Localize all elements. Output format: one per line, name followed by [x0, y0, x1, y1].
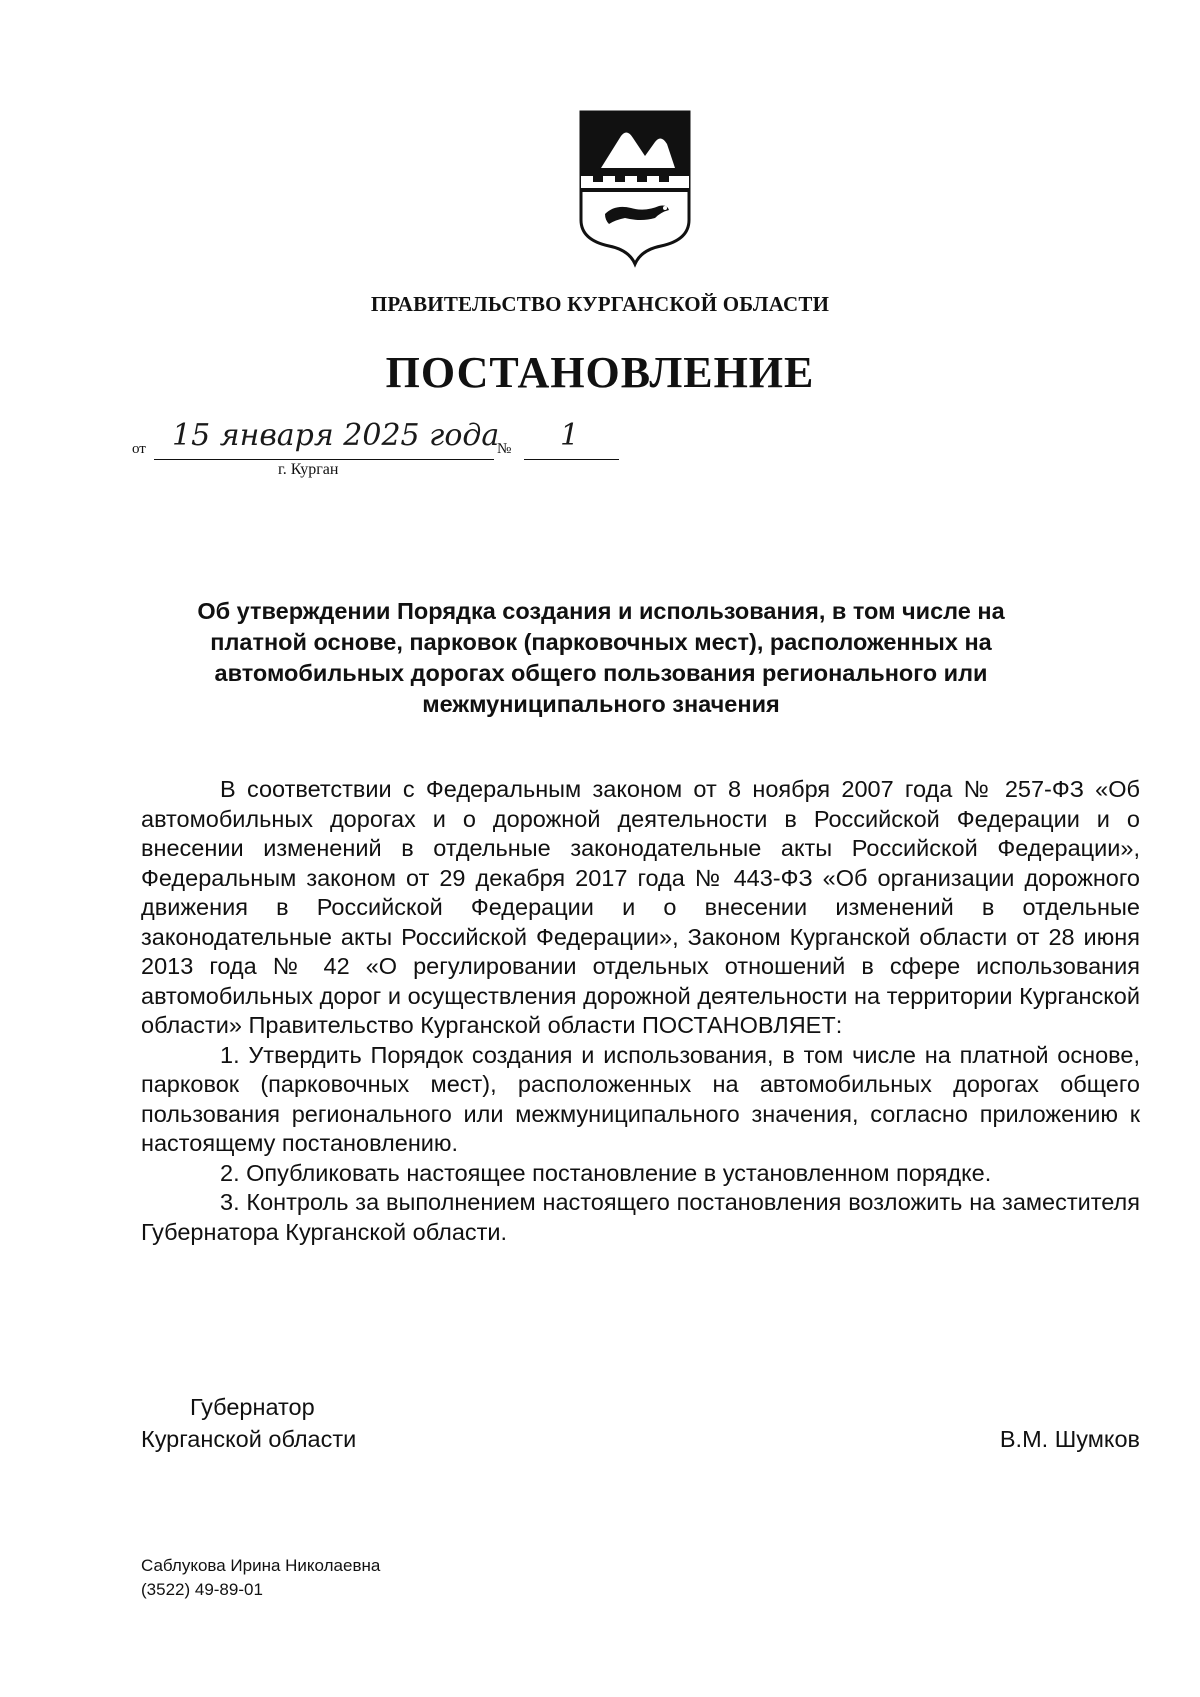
signatory-title-line2: Курганской области	[141, 1426, 357, 1452]
document-subject: Об утверждении Порядка создания и использования, в том числе на платной основе, парковок (парковочных мест), расположенных на автомобильных дорогах общего пользования регионального или межмуниципального значения	[197, 598, 1005, 717]
date-underline	[154, 459, 494, 460]
body-item-1: 1. Утвердить Порядок создания и использования, в том числе на платной основе, парковок (парковочных мест), расположенных на автомобильных дорогах общего пользования регионального или межмуниципального значения, согласно приложению к настоящему постановлению.	[141, 1041, 1140, 1156]
from-label: от	[132, 441, 146, 457]
document-body	[141, 775, 1140, 1247]
place-label: г. Курган	[278, 461, 339, 478]
number-underline	[524, 459, 619, 460]
signatory-title	[141, 1391, 356, 1455]
number-label: №	[497, 441, 512, 457]
signatory-title-line1: Губернатор	[190, 1394, 315, 1420]
signatory-name: В.М. Шумков	[999, 1426, 1140, 1452]
handwritten-number: 1	[560, 418, 580, 453]
government-name: ПРАВИТЕЛЬСТВО КУРГАНСКОЙ ОБЛАСТИ	[370, 292, 830, 316]
body-item-2: 2. Опубликовать настоящее постановление в установленном порядке.	[220, 1159, 992, 1186]
body-item-3: 3. Контроль за выполнением настоящего постановления возложить на заместителя Губернатора Курганской области.	[141, 1189, 1140, 1245]
contact-phone: (3522) 49-89-01	[141, 1580, 263, 1599]
contact-name: Саблукова Ирина Николаевна	[141, 1556, 381, 1575]
date-number-line	[132, 418, 652, 478]
contact-block	[141, 1554, 380, 1602]
handwritten-date: 15 января 2025 года	[172, 418, 500, 453]
coat-of-arms-emblem	[575, 108, 695, 268]
preamble-paragraph: В соответствии с Федеральным законом от 8 ноября 2007 года № 257-ФЗ «Об автомобильных дорогах и о дорожной деятельности в Российской Федерации и о внесении изменений в отдельные законодательные акты Российской Федерации», Федеральным законом от 29 декабря 2017 года № 443-ФЗ «Об организации дорожного движения в Российской Федерации и о внесении изменений в отдельные законодательные акты Российской Федерации», Законом Курганской области от 28 июня 2013 года № 42 «О регулировании отдельных отношений в сфере использования автомобильных дорог и осуществления дорожной деятельности на территории Курганской области» Правительство Курганской области ПОСТАНОВЛЯЕТ:	[141, 776, 1140, 1038]
document-type-title: ПОСТАНОВЛЕНИЕ	[385, 348, 815, 397]
